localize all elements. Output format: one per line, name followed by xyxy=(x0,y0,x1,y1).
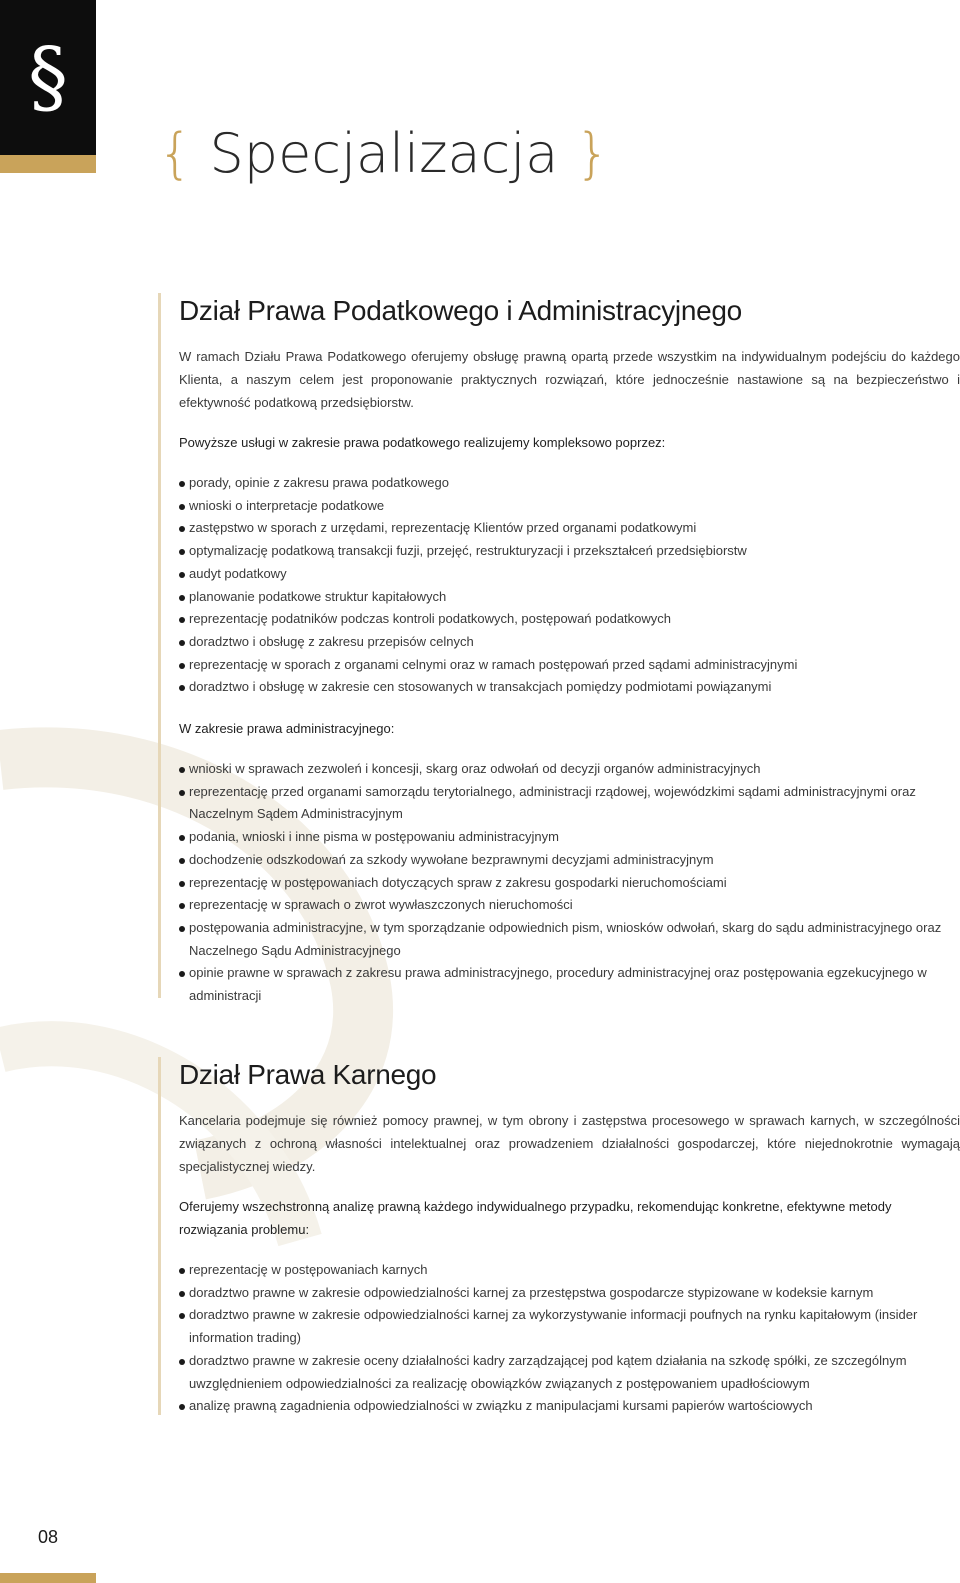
admin-services-lead: W zakresie prawa administracyjnego: xyxy=(179,721,395,737)
list-item: reprezentację w postępowaniach dotyczących spraw z zakresu gospodarki nieruchomościami xyxy=(179,872,960,895)
list-item: dochodzenie odszkodowań za szkody wywołane bezprawnymi decyzjami administracyjnym xyxy=(179,849,960,872)
list-item: reprezentację w postępowaniach karnych xyxy=(179,1259,960,1282)
list-item: reprezentację w sprawach o zwrot wywłaszczonych nieruchomości xyxy=(179,894,960,917)
brace-open: { xyxy=(158,122,193,185)
brace-close: } xyxy=(575,122,610,185)
list-item: zastępstwo w sporach z urzędami, reprezentację Klientów przed organami podatkowymi xyxy=(179,517,960,540)
criminal-section-title: Dział Prawa Karnego xyxy=(179,1059,437,1090)
tax-section-title: Dział Prawa Podatkowego i Administracyjnego xyxy=(179,295,742,326)
list-item: analizę prawną zagadnienia odpowiedzialności w związku z manipulacjami kursami papierów wartościowych xyxy=(179,1395,960,1418)
list-item: doradztwo i obsługę w zakresie cen stosowanych w transakcjach pomiędzy podmiotami powiązanymi xyxy=(179,676,960,699)
list-item: doradztwo prawne w zakresie oceny działalności kadry zarządzającej pod kątem działania na szkodę spółki, ze szczególnym uwzględnieniem odpowiedzialności za realizację obowiązków związanych z postępowaniem upadłościowym xyxy=(179,1350,960,1395)
list-item: audyt podatkowy xyxy=(179,563,960,586)
gold-accent-bar-bottom xyxy=(0,1573,96,1583)
section-sign-logo-icon: § xyxy=(28,30,68,123)
list-item: opinie prawne w sprawach z zakresu prawa administracyjnego, procedury administracyjnej oraz postępowania egzekucyjnego w administracji xyxy=(179,962,960,1007)
tax-services-lead: Powyższe usługi w zakresie prawa podatkowego realizujemy kompleksowo poprzez: xyxy=(179,435,666,450)
page-number: 08 xyxy=(37,1527,59,1547)
list-item: reprezentację w sporach z organami celnymi oraz w ramach postępowań przed sądami administracyjnymi xyxy=(179,654,960,677)
criminal-section-intro: Kancelaria podejmuje się również pomocy prawnej, w tym obrony i zastępstwa procesowego w sprawach karnych, w szczególności związanych z ochroną własności intelektualnej oraz prowadzeniem działalności gospodarczej, które niejednokrotnie wymagają specjalistycznej wiedzy. xyxy=(179,1113,960,1174)
list-item: optymalizację podatkową transakcji fuzji, przejęć, restrukturyzacji i przekształceń przedsiębiorstw xyxy=(179,540,960,563)
list-item: wnioski w sprawach zezwoleń i koncesji, skarg oraz odwołań od decyzji organów administracyjnych xyxy=(179,758,960,781)
criminal-law-section xyxy=(158,1057,960,1415)
list-item: planowanie podatkowe struktur kapitałowych xyxy=(179,586,960,609)
list-item: reprezentację przed organami samorządu terytorialnego, administracji rządowej, wojewódzkimi sądami administracyjnymi oraz Naczelnym Sądem Administracyjnym xyxy=(179,781,960,826)
list-item: wnioski o interpretacje podatkowe xyxy=(179,495,960,518)
list-item: doradztwo prawne w zakresie odpowiedzialności karnej za przestępstwa gospodarcze stypizowane w kodeksie karnym xyxy=(179,1282,960,1305)
gold-accent-bar-top xyxy=(0,155,96,173)
list-item: podania, wnioski i inne pisma w postępowaniu administracyjnym xyxy=(179,826,960,849)
list-item: postępowania administracyjne, w tym sporządzanie odpowiednich pism, wniosków odwołań, skarg do sądu administracyjnego oraz Naczelnego Sądu Administracyjnego xyxy=(179,917,960,962)
page-title-text: Specjalizacja xyxy=(209,122,559,185)
logo xyxy=(0,0,96,155)
page-title xyxy=(158,116,610,196)
list-item: reprezentację podatników podczas kontroli podatkowych, postępowań podatkowych xyxy=(179,608,960,631)
admin-services-list xyxy=(179,758,960,1008)
criminal-services-lead: Oferujemy wszechstronną analizę prawną każdego indywidualnego przypadku, rekomendując konkretne, efektywne metody rozwiązania problemu: xyxy=(179,1199,892,1237)
tax-section-intro: W ramach Działu Prawa Podatkowego oferujemy obsługę prawną opartą przede wszystkim na indywidualnym podejściu do każdego Klienta, a naszym celem jest proponowanie praktycznych rozwiązań, które jednocześnie nastawione są na bezpieczeństwo i efektywność podatkową przedsiębiorstw. xyxy=(179,349,960,410)
criminal-services-list xyxy=(179,1259,960,1418)
tax-admin-section xyxy=(158,293,960,1004)
list-item: porady, opinie z zakresu prawa podatkowego xyxy=(179,472,960,495)
tax-services-list xyxy=(179,472,960,699)
list-item: doradztwo prawne w zakresie odpowiedzialności karnej za wykorzystywanie informacji poufnych na rynku kapitałowym (insider information trading) xyxy=(179,1304,960,1349)
list-item: doradztwo i obsługę z zakresu przepisów celnych xyxy=(179,631,960,654)
